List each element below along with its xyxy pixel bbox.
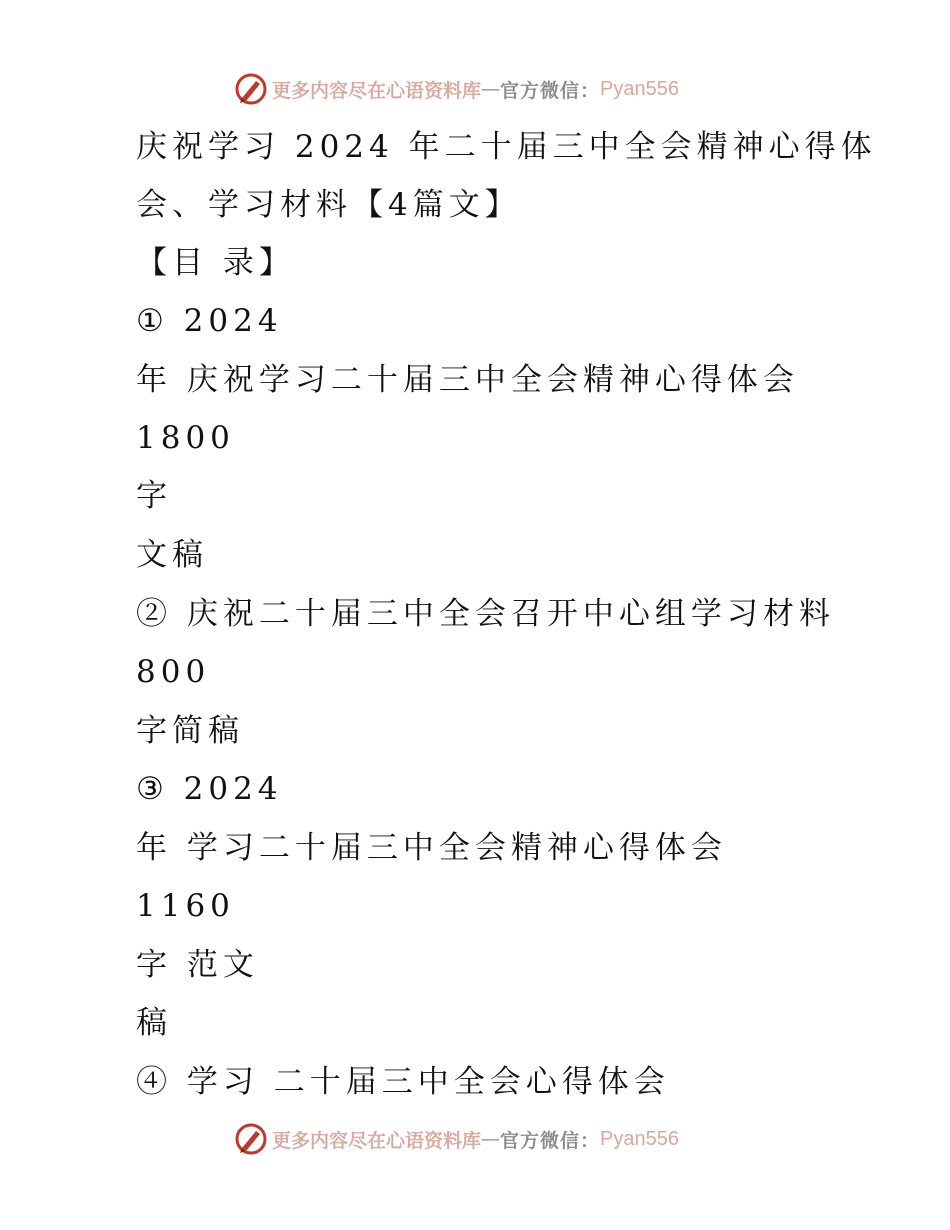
document-title-line-2: 会、学习材料【4篇文】 (136, 187, 521, 223)
pen-logo-icon (234, 72, 268, 106)
pen-logo-icon (234, 1122, 268, 1156)
toc-line: 年 学习二十届三中全会精神心得体会 (136, 830, 727, 866)
watermark-wechat-id: Pyan556 (600, 1127, 679, 1150)
watermark-wechat-label: 官方微信： (500, 79, 601, 102)
watermark-brand: 更多内容尽在心语资料库 (272, 79, 482, 102)
toc-line: ① 2024 (136, 303, 283, 339)
toc-line: ② 庆祝二十届三中全会召开中心组学习材料 (136, 596, 835, 632)
toc-line: ④ 学习 二十届三中全会心得体会 (136, 1064, 670, 1100)
header-watermark (234, 72, 679, 106)
toc-line: 字简稿 (136, 713, 244, 749)
watermark-dash: — (481, 1128, 501, 1150)
toc-line: 字 范文 (136, 947, 259, 983)
toc-line: 年 庆祝学习二十届三中全会精神心得体会 (136, 362, 799, 398)
toc-line: 800 (136, 654, 211, 690)
watermark-wechat-id: Pyan556 (600, 77, 679, 100)
watermark-dash: — (481, 78, 501, 100)
watermark-wechat-label: 官方微信： (500, 1129, 601, 1152)
toc-line: 文稿 (136, 537, 208, 573)
toc-line: 1160 (136, 888, 235, 924)
footer-watermark (234, 1122, 679, 1156)
toc-line: ③ 2024 (136, 771, 283, 807)
toc-line: 1800 (136, 420, 235, 456)
toc-line: 稿 (136, 1005, 172, 1041)
toc-heading: 【目 录】 (136, 245, 295, 281)
document-title-line-1: 庆祝学习 2024 年二十届三中全会精神心得体 (136, 129, 877, 165)
watermark-brand: 更多内容尽在心语资料库 (272, 1129, 482, 1152)
toc-line: 字 (136, 478, 172, 514)
